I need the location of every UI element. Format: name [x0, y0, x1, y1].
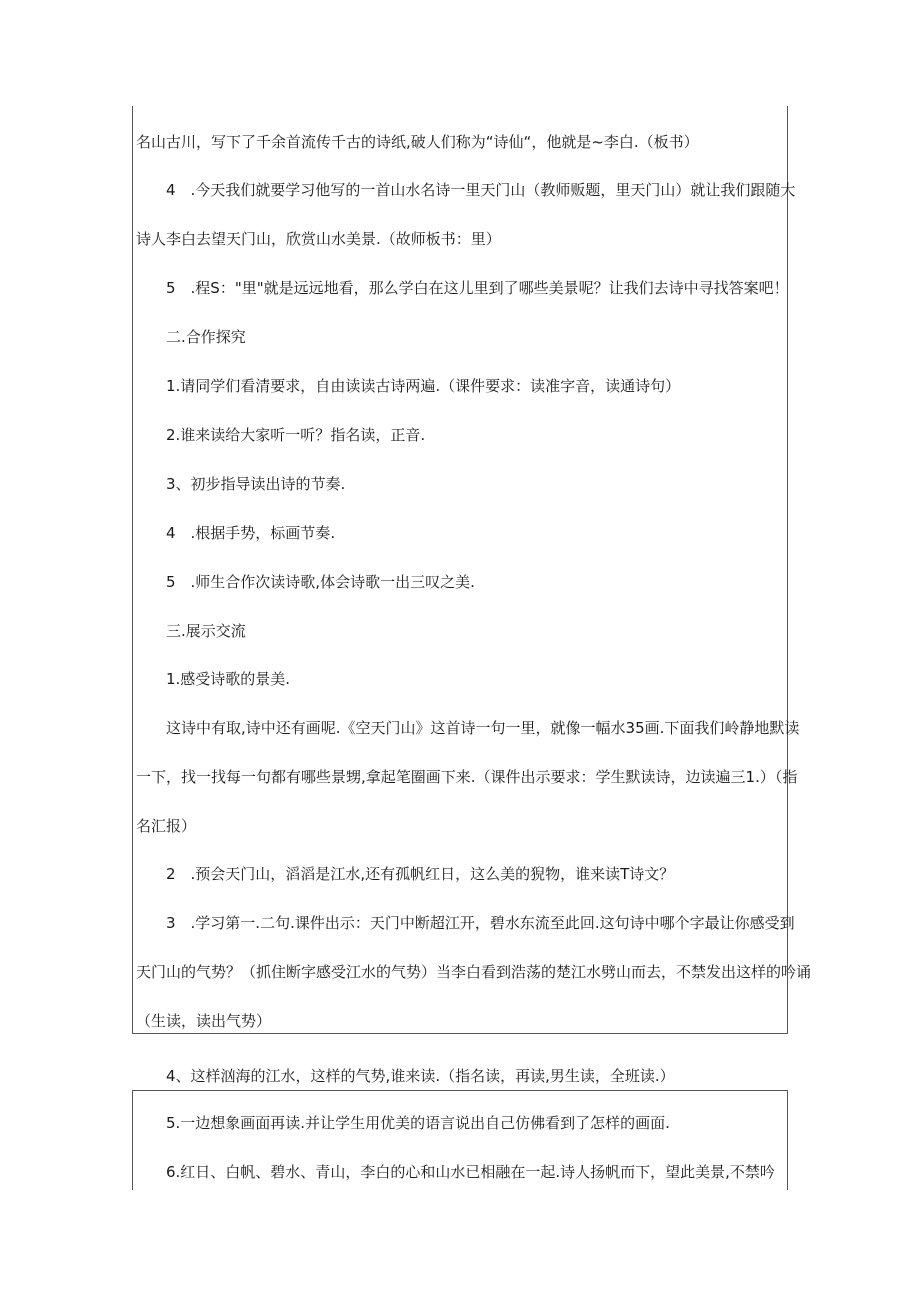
paragraph-line: 6.红日、白帆、碧水、青山，李白的心和山水已相融在一起.诗人扬帆而下，望此美景,不禁吟	[166, 1163, 775, 1181]
paragraph-line: 一下，找一找每一句都有哪些景甥,拿起笔圈画下来.（课件出示要求：学生默读诗，边读遍三1.）（指	[136, 768, 798, 786]
paragraph-line: 这诗中有取,诗中还有画呢.《空天门山》这首诗一句一里，就像一幅水35画.下面我们岭静地默读	[166, 719, 800, 737]
paragraph-line: 4 .根据手势，标画节奏.	[166, 524, 336, 542]
paragraph-line: 1.感受诗歌的景美.	[166, 670, 291, 688]
paragraph-line: 1.请同学们看清要求，自由读读古诗两遍.（课件要求：读准字音，读通诗句）	[166, 377, 681, 395]
paragraph-line: 3、初步指导读出诗的节奏.	[166, 475, 346, 493]
paragraph-line: 名山古川，写下了千余首流传千古的诗纸,破人们称为“诗仙“，他就是~李白.（板书）	[136, 133, 699, 151]
paragraph-line: 5 .师生合作次读诗歌,体会诗歌一出三叹之美.	[166, 573, 475, 591]
paragraph-line: 天门山的气势？（抓住断字感受江水的气势）当李白看到浩荡的楚江水劈山而去，不禁发出这样的吟诵	[136, 963, 812, 981]
paragraph-line: 2 .预会天门山，滔滔是江水,还有孤帆红日，这么美的猊物，谁来读T诗文？	[166, 865, 675, 883]
paragraph-line: 诗人李白去望天门山，欣赏山水美景.（故师板书：里）	[136, 230, 501, 248]
section-heading: 三.展示交流	[166, 622, 246, 640]
paragraph-line: 5.一边想象画面再读.并让学生用优美的语言说出自己仿佛看到了怎样的画面.	[166, 1114, 670, 1132]
paragraph-line: 4、这样汹海的江水，这样的气势,谁来读.（指名读，再读,男生读，全班读.）	[166, 1067, 675, 1085]
section-heading: 二.合作探究	[166, 328, 246, 346]
paragraph-line: 4 .今天我们就要学习他写的一首山水名诗一里天门山（教师贩题，里天门山）就让我们跟随大	[166, 181, 796, 199]
paragraph-line: 名汇报）	[136, 817, 197, 835]
paragraph-line: 2.谁来读给大家听一听？指名读，正音.	[166, 426, 426, 444]
paragraph-line: （生读，读出气势）	[136, 1012, 272, 1030]
paragraph-line: 5 .程S："里"就是远远地看，那么学白在这儿里到了哪些美景呢？让我们去诗中寻找答案吧！	[166, 279, 789, 297]
paragraph-line: 3 .学习第一.二句.课件出示：天门中断超江开，碧水东流至此回.这句诗中哪个字最让你感受到	[166, 914, 795, 932]
